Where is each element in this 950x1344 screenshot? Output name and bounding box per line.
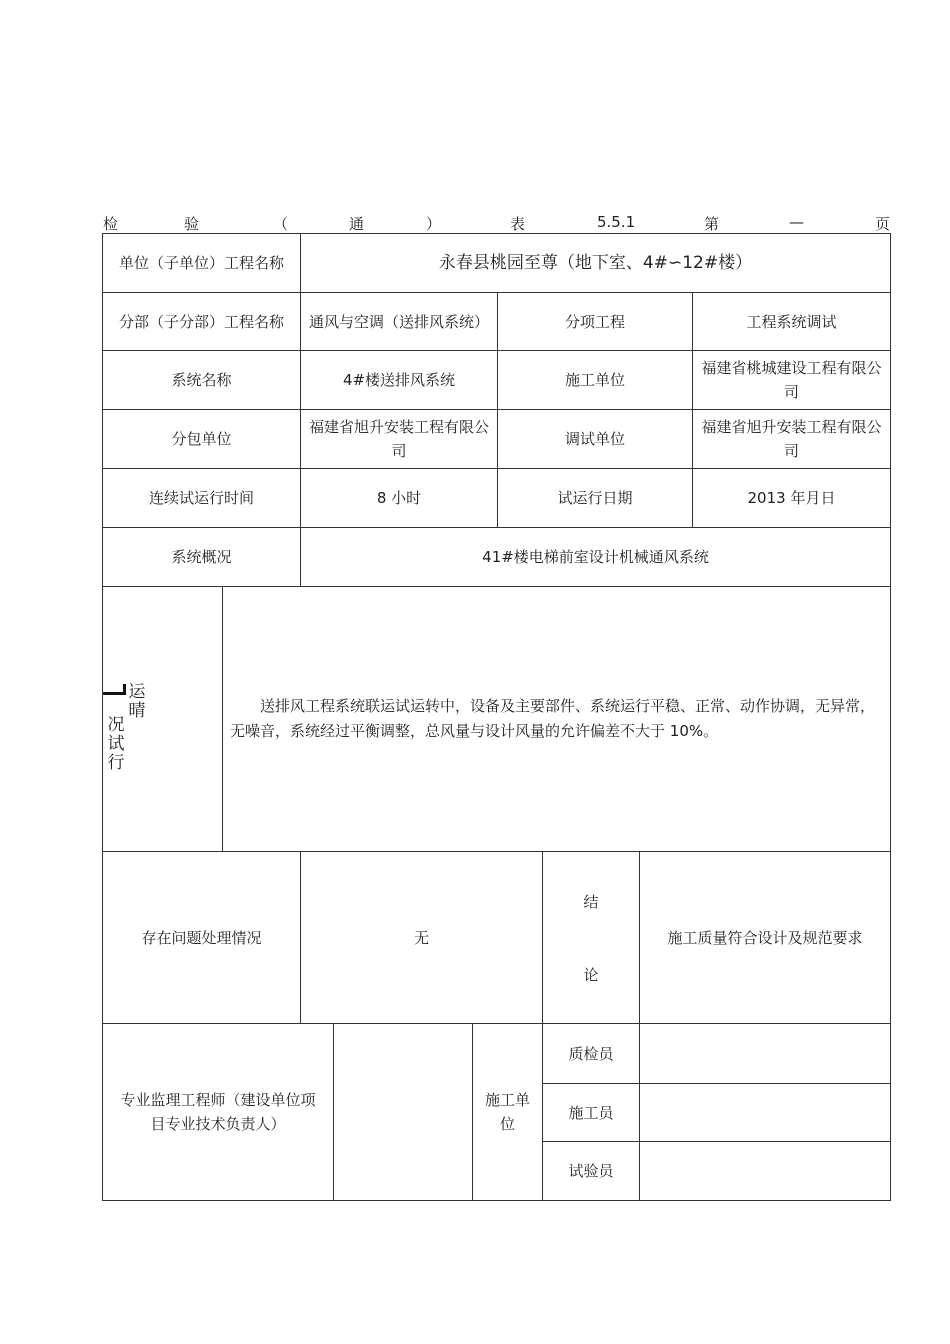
tester-label: 调试单位 bbox=[564, 430, 625, 448]
header-char: — bbox=[789, 213, 804, 231]
conclusion-label-2: 论 bbox=[583, 966, 599, 984]
project-name-value: 永春县桃园至尊（地下室、4#∽12#楼） bbox=[438, 253, 753, 273]
testperson-label: 试验员 bbox=[568, 1162, 614, 1180]
header-char: （ bbox=[273, 215, 289, 233]
system-name-value: 4#楼送排风系统 bbox=[342, 371, 456, 389]
grid-line bbox=[890, 233, 891, 1201]
operation-label-top-text: 运晴 bbox=[128, 682, 146, 721]
issues-value: 无 bbox=[413, 928, 429, 947]
overview-label: 系统概况 bbox=[171, 548, 232, 566]
header-char: ） bbox=[426, 215, 442, 233]
runtime-label: 连续试运行时间 bbox=[148, 489, 254, 507]
inspector-signature bbox=[640, 1024, 890, 1083]
subproject-label: 分部（子分部）工程名称 bbox=[118, 312, 284, 331]
contractor-value: 福建省桃城建设工程有限公司 bbox=[701, 359, 882, 401]
operation-description bbox=[230, 694, 880, 744]
operation-text: 送排风工程系统联运试运转中，设备及主要部件、系统运行平稳、正常、动作协调，无异常，无噪音，系统经过平衡调整，总风量与设计风量的允许偏差不大于 10%。 bbox=[230, 697, 876, 740]
header-char: 验 bbox=[184, 215, 200, 233]
overview-value: 41#楼电梯前室设计机械通风系统 bbox=[482, 548, 709, 566]
supervisor-signature bbox=[334, 1024, 472, 1200]
rundate-label: 试运行日期 bbox=[557, 489, 633, 507]
subproject-value: 通风与空调（送排风系统） bbox=[309, 312, 490, 331]
header-char: 检 bbox=[103, 215, 119, 233]
operation-label-bottom bbox=[106, 716, 128, 773]
supervisor-label: 专业监理工程师（建设单位项目专业技术负责人） bbox=[120, 1091, 316, 1133]
header-char: 页 bbox=[875, 215, 891, 233]
operation-label-bottom-text: 况试行 bbox=[107, 715, 125, 773]
header-char: 通 bbox=[349, 215, 365, 233]
item-value: 工程系统调试 bbox=[746, 312, 837, 331]
subcontractor-value: 福建省旭升安装工程有限公司 bbox=[309, 418, 490, 460]
builder-label: 施工员 bbox=[568, 1103, 614, 1122]
conclusion-value: 施工质量符合设计及规范要求 bbox=[667, 928, 863, 947]
issues-label: 存在问题处理情况 bbox=[141, 928, 262, 947]
subcontractor-label: 分包单位 bbox=[171, 430, 232, 448]
item-label: 分项工程 bbox=[564, 312, 625, 331]
margin-mark bbox=[103, 692, 125, 695]
header-char: 第 bbox=[704, 215, 720, 233]
builder-signature bbox=[640, 1084, 890, 1141]
grid-line bbox=[222, 586, 223, 852]
tester-value: 福建省旭升安装工程有限公司 bbox=[701, 418, 882, 460]
margin-mark bbox=[123, 684, 126, 695]
grid-line bbox=[102, 586, 891, 587]
testperson-signature bbox=[640, 1142, 890, 1200]
header-char: 表 bbox=[510, 215, 526, 233]
system-name-label: 系统名称 bbox=[171, 371, 232, 389]
runtime-value: 8 小时 bbox=[376, 489, 422, 507]
conclusion-label-1: 结 bbox=[583, 893, 599, 911]
contractor-label: 施工单位 bbox=[564, 371, 625, 389]
project-name-label: 单位（子单位）工程名称 bbox=[118, 254, 284, 272]
form-header bbox=[103, 213, 891, 235]
inspector-label: 质检员 bbox=[568, 1044, 614, 1063]
operation-label-top bbox=[127, 683, 149, 721]
header-char: 5.5.1 bbox=[597, 213, 636, 231]
construction-unit-label: 施工单位 bbox=[484, 1091, 530, 1133]
rundate-value: 2013 年月日 bbox=[747, 489, 836, 507]
grid-line bbox=[102, 1200, 891, 1201]
